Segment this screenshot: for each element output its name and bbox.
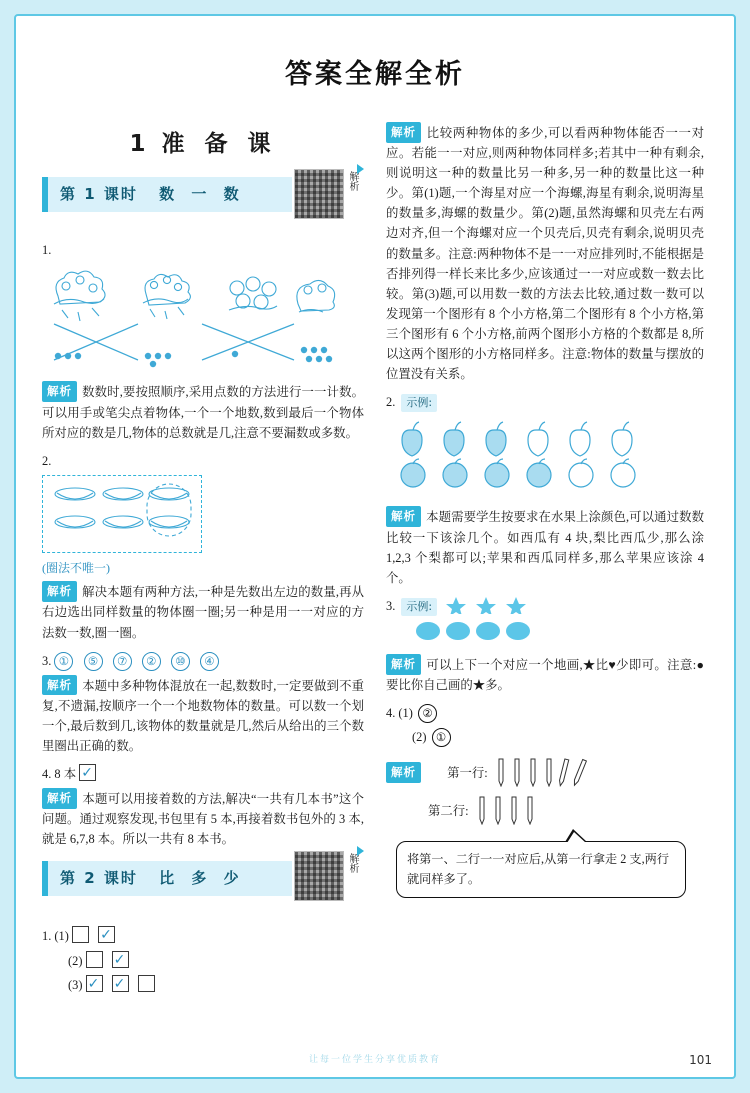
answer-circle: ② [418,704,437,723]
left-q5-row1-label: (1) [54,929,69,944]
explanation-text: 本题中多种物体混放在一起,数数时,一定要做到不重复,不遗漏,按顺序一个一个地数物体的数量。可以数一个划一个,最后数到几,该物体的数量就是几,然后从给出的三个数里圈出正确的数。 [42,678,364,753]
chapter-heading [42,126,364,163]
row2-label: 第二行: [428,804,469,819]
callout-text: 将第一、二行一一对应后,从第一行拿走 2 支,两行就同样多了。 [407,852,670,886]
right-q4-a1-label: (1) [398,706,413,721]
checked-checkbox [98,926,115,943]
stars-row [444,596,540,614]
left-q2 [42,451,364,471]
left-column [42,120,364,1043]
lesson2-qr-block[interactable] [294,851,358,901]
answer-circle: ⑤ [84,652,103,671]
explanation-tag: 解析 [42,381,77,402]
circled-bowls-illustration [51,482,193,540]
sample-tag: 示例: [401,394,437,412]
right-q2 [386,392,704,412]
explanation-tag: 解析 [386,654,421,675]
lesson1-qr-block[interactable] [294,169,358,219]
left-q1-explanation [42,381,364,442]
checked-checkbox [86,975,103,992]
left-q1-figure [42,264,364,375]
answer-circle: ⑦ [113,652,132,671]
right-q3-label: 3. [386,598,396,613]
check-mark-icon [79,764,96,781]
lesson1-header [42,171,364,233]
left-q4 [42,764,364,784]
left-q3-label: 3. [42,653,52,668]
left-q4-answer: 8 本 [54,767,77,782]
checked-checkbox [112,975,129,992]
left-q3-explanation [42,675,364,756]
right-q4-a2 [412,727,704,747]
left-q2-label: 2. [42,453,52,468]
right-column [386,120,704,1043]
right-q2-explanation [386,506,704,587]
explanation-tag: 解析 [42,581,77,602]
left-q5-row3 [68,975,364,995]
pears-and-apples-illustration [386,416,686,494]
explanation-tag: 解析 [386,122,421,143]
qr-code-icon[interactable] [294,169,344,219]
qr-code-icon[interactable] [294,851,344,901]
answer-circle: ④ [200,652,219,671]
left-q3 [42,651,364,671]
lesson2-name: 比 多 少 [159,869,245,888]
empty-checkbox [138,975,155,992]
callout-bubble [396,841,686,898]
left-q2-figure [42,475,202,553]
right-q3-figure [386,620,704,648]
play-triangle-icon [357,846,364,856]
answer-circle: ① [54,652,73,671]
right-q4-row2 [428,795,704,825]
right-q4-a2-label: (2) [412,730,427,745]
row1-pencils [491,757,611,787]
answer-circle: ① [432,728,451,747]
left-q1-label: 1. [42,243,52,258]
left-q1 [42,240,364,260]
explanation-tag: 解析 [386,762,421,783]
left-q5-row2-label: (2) [68,953,83,968]
explanation-text: 本题需要学生按要求在水果上涂颜色,可以通过数数比较一下该涂几个。如西瓜有 4 块,梨比西瓜少,那么涂 1,2,3 个梨都可以;苹果和西瓜同样多,那么苹果应该涂 4 个。 [386,510,704,585]
lesson2-prefix: 第 2 课时 [60,869,138,888]
explanation-text: 解决本题有两种方法,一种是先数出左边的数量,再从右边选出同样数量的物体圈一圈;另一种是用一一对应的方法数一数,圈一圈。 [42,585,364,640]
right-q4-label: 4. [386,706,396,721]
lesson1-band [42,177,292,211]
explanation-tag: 解析 [42,675,77,696]
lesson2-header [42,853,364,919]
right-q3-explanation [386,654,704,695]
left-q5-row2 [68,951,364,971]
two-column-body [42,120,712,1043]
right-q2-label: 2. [386,395,396,410]
right-q4 [386,703,704,723]
empty-checkbox [86,951,103,968]
footer-note: 让每一位学生分享优质教育 [308,1054,441,1064]
sample-tag: 示例: [401,598,437,616]
right-q4-explanation [386,757,704,787]
count-objects-illustration [42,264,342,369]
page-number: 101 [689,1053,712,1067]
left-q5 [42,926,364,946]
left-q2-explanation [42,581,364,642]
chapter-number: 1 [129,131,152,157]
explanation-text: 比较两种物体的多少,可以看两种物体能否一一对应。若能一一对应,则两种物体同样多;若其中一种有剩余,则说明这一种的数量比另一种多,另一种的数量比这一种少。第(1)题,一个海星对应一个海螺,海星有剩余,说明海星的数量多,海螺的数量少。第(2)题,虽然海螺和贝壳左右两边对齐,但一个海螺对应一个贝壳后,贝壳有剩余,说明贝壳的数量多。注意:两种物体不是一一对应排列时,不能根据是否排列得一样长来比多少,应该通过一一对应或数一数去比较。第(3)题,可以用数一数的方法去比较,通过数一数可以发现第一个图形有 8 个小方格,第二个图形有 8 个小方格,第三个图形有 6 个小方格,前两个图形小方格的个数都是 8,所以这两个图形的小方格同样多。注意:物体的数量与摆放的位置没有关系。 [386,126,704,382]
page-title: 答案全解全析 [285,59,465,90]
play-triangle-icon [357,164,364,174]
left-q4-label: 4. [42,767,52,782]
left-q5-label: 1. [42,929,52,944]
qr-label: 解析 [347,853,358,874]
explanation-text: 本题可以用接着数的方法,解决“一共有几本书”这个问题。通过观察发现,书包里有 5 本,再接着数书包外的 3 本,就是 6,7,8 本。所以一共有 8 本书。 [42,792,364,847]
lesson1-name: 数 一 数 [159,185,245,204]
lesson2-band [42,861,292,895]
qr-label: 解析 [347,171,358,192]
checked-checkbox [112,951,129,968]
left-q2-note: (圈法不唯一) [42,560,110,575]
row2-pencils [472,795,558,825]
lesson1-prefix: 第 1 课时 [60,185,138,204]
right-q3 [386,596,704,616]
explanation-tag: 解析 [42,788,77,809]
chapter-name: 准 备 课 [161,131,277,157]
left-q5-row3-label: (3) [68,977,83,992]
answer-circle: ⑩ [171,652,190,671]
right-q2-figure [386,416,704,500]
empty-checkbox [72,926,89,943]
answer-circle: ② [142,652,161,671]
explanation-text: 可以上下一个对应一个地画,★比♥少即可。注意:●要比你自己画的★多。 [386,657,704,693]
answer-sheet [14,14,736,1079]
row1-label: 第一行: [447,766,488,781]
explanation-text: 数数时,要按照顺序,采用点数的方法进行一一计数。可以用手或笔尖点着物体,一个一个地数,数到最后一个物体所对应的数是几,物体的总数就是几,注意不要漏数或多数。 [42,385,364,440]
explanation-tag: 解析 [386,506,421,527]
left-q4-explanation [42,788,364,849]
circles-row [414,620,554,642]
right-jiexi1 [386,122,704,384]
